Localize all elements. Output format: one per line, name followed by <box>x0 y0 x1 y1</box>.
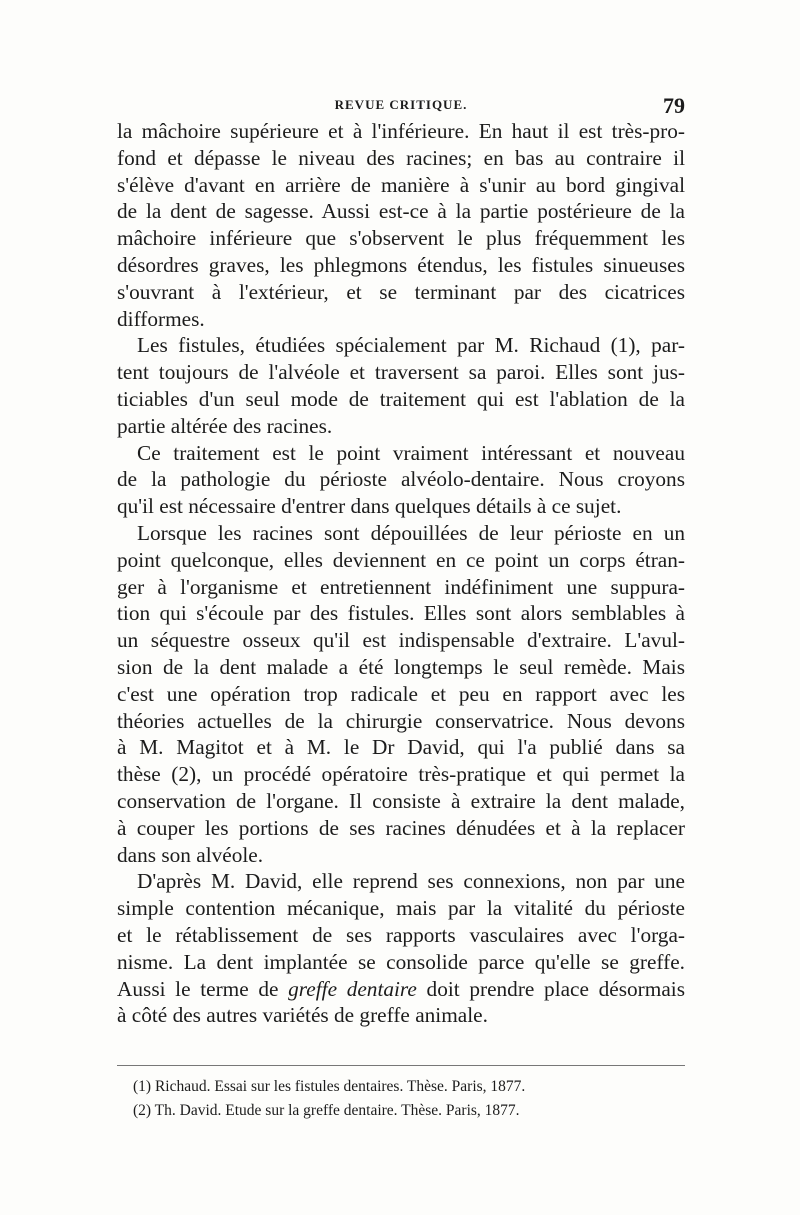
text-line: à M. Magitot et à M. le Dr David, qui l'a publié dans sa <box>117 735 685 760</box>
text-line: D'après M. David, elle reprend ses connexions, non par une <box>137 869 685 894</box>
text-line: Les fistules, étudiées spécialement par M. Richaud (1), par- <box>137 333 685 358</box>
text-line: théories actuelles de la chirurgie conservatrice. Nous devons <box>117 708 685 733</box>
text-line: ger à l'organisme et entretiennent indéfiniment une suppura- <box>117 574 685 599</box>
text-line: la mâchoire supérieure et à l'inférieure. En haut il est très-pro- <box>117 119 685 143</box>
text-line: conservation de l'organe. Il consiste à extraire la dent malade, <box>117 788 685 813</box>
footnote: (1) Richaud. Essai sur les fistules dentaires. Thèse. Paris, 1877. <box>133 1078 526 1095</box>
running-title: REVUE CRITIQUE. <box>334 97 468 112</box>
text-line: un séquestre osseux qu'il est indispensable d'extraire. L'avul- <box>117 628 685 653</box>
text-line: simple contention mécanique, mais par la vitalité du périoste <box>117 896 685 921</box>
italic-term: greffe dentaire <box>288 976 417 1001</box>
text-line: tent toujours de l'alvéole et traversent sa paroi. Elles sont jus- <box>117 360 685 385</box>
text-line: de la dent de sagesse. Aussi est-ce à la partie postérieure de la <box>117 199 685 224</box>
footnotes <box>133 1075 685 1123</box>
text-line: dans son alvéole. <box>117 842 264 867</box>
text-line: Lorsque les racines sont dépouillées de leur périoste en un <box>137 520 685 545</box>
text-line: et le rétablissement de ses rapports vasculaires avec l'orga- <box>117 922 685 947</box>
text-line: partie altérée des racines. <box>117 413 333 438</box>
text-line: tion qui s'écoule par des fistules. Elles sont alors semblables à <box>117 601 685 626</box>
text-line: à côté des autres variétés de greffe animale. <box>117 1003 488 1028</box>
text-segment: doit prendre place désormais <box>426 976 685 1001</box>
text-line: thèse (2), un procédé opératoire très-pratique et qui permet la <box>117 762 685 787</box>
text-line: point quelconque, elles deviennent en ce point un corps étran- <box>117 547 685 572</box>
text-line: Ce traitement est le point vraiment intéressant et nouveau <box>137 440 685 465</box>
text-line: c'est une opération trop radicale et peu en rapport avec les <box>117 681 685 706</box>
text-line: ticiables d'un seul mode de traitement qui est l'ablation de la <box>117 386 685 411</box>
text-line: difformes. <box>117 306 205 331</box>
text-line: s'élève d'avant en arrière de manière à s'unir au bord gingival <box>117 172 685 197</box>
body-text <box>117 118 685 1029</box>
text-line: à couper les portions de ses racines dénudées et à la replacer <box>117 815 685 840</box>
page-number: 79 <box>663 93 685 118</box>
running-header <box>117 95 685 119</box>
text-line <box>117 976 685 1003</box>
text-line: s'ouvrant à l'extérieur, et se terminant par des cicatrices <box>117 279 685 304</box>
text-line: qu'il est nécessaire d'entrer dans quelques détails à ce sujet. <box>117 494 622 519</box>
text-line: désordres graves, les phlegmons étendus, les fistules sinueuses <box>117 252 685 277</box>
text-line: de la pathologie du périoste alvéolo-dentaire. Nous croyons <box>117 467 685 492</box>
text-line: mâchoire inférieure que s'observent le plus fréquemment les <box>117 226 685 251</box>
footnote: (2) Th. David. Etude sur la greffe dentaire. Thèse. Paris, 1877. <box>133 1102 520 1119</box>
footnote-divider <box>117 1065 685 1066</box>
text-line: nisme. La dent implantée se consolide parce qu'elle se greffe. <box>117 949 685 974</box>
text-segment: Aussi le terme de <box>117 976 279 1001</box>
text-line: sion de la dent malade a été longtemps le seul remède. Mais <box>117 654 685 679</box>
text-line: fond et dépasse le niveau des racines; en bas au contraire il <box>117 145 685 170</box>
